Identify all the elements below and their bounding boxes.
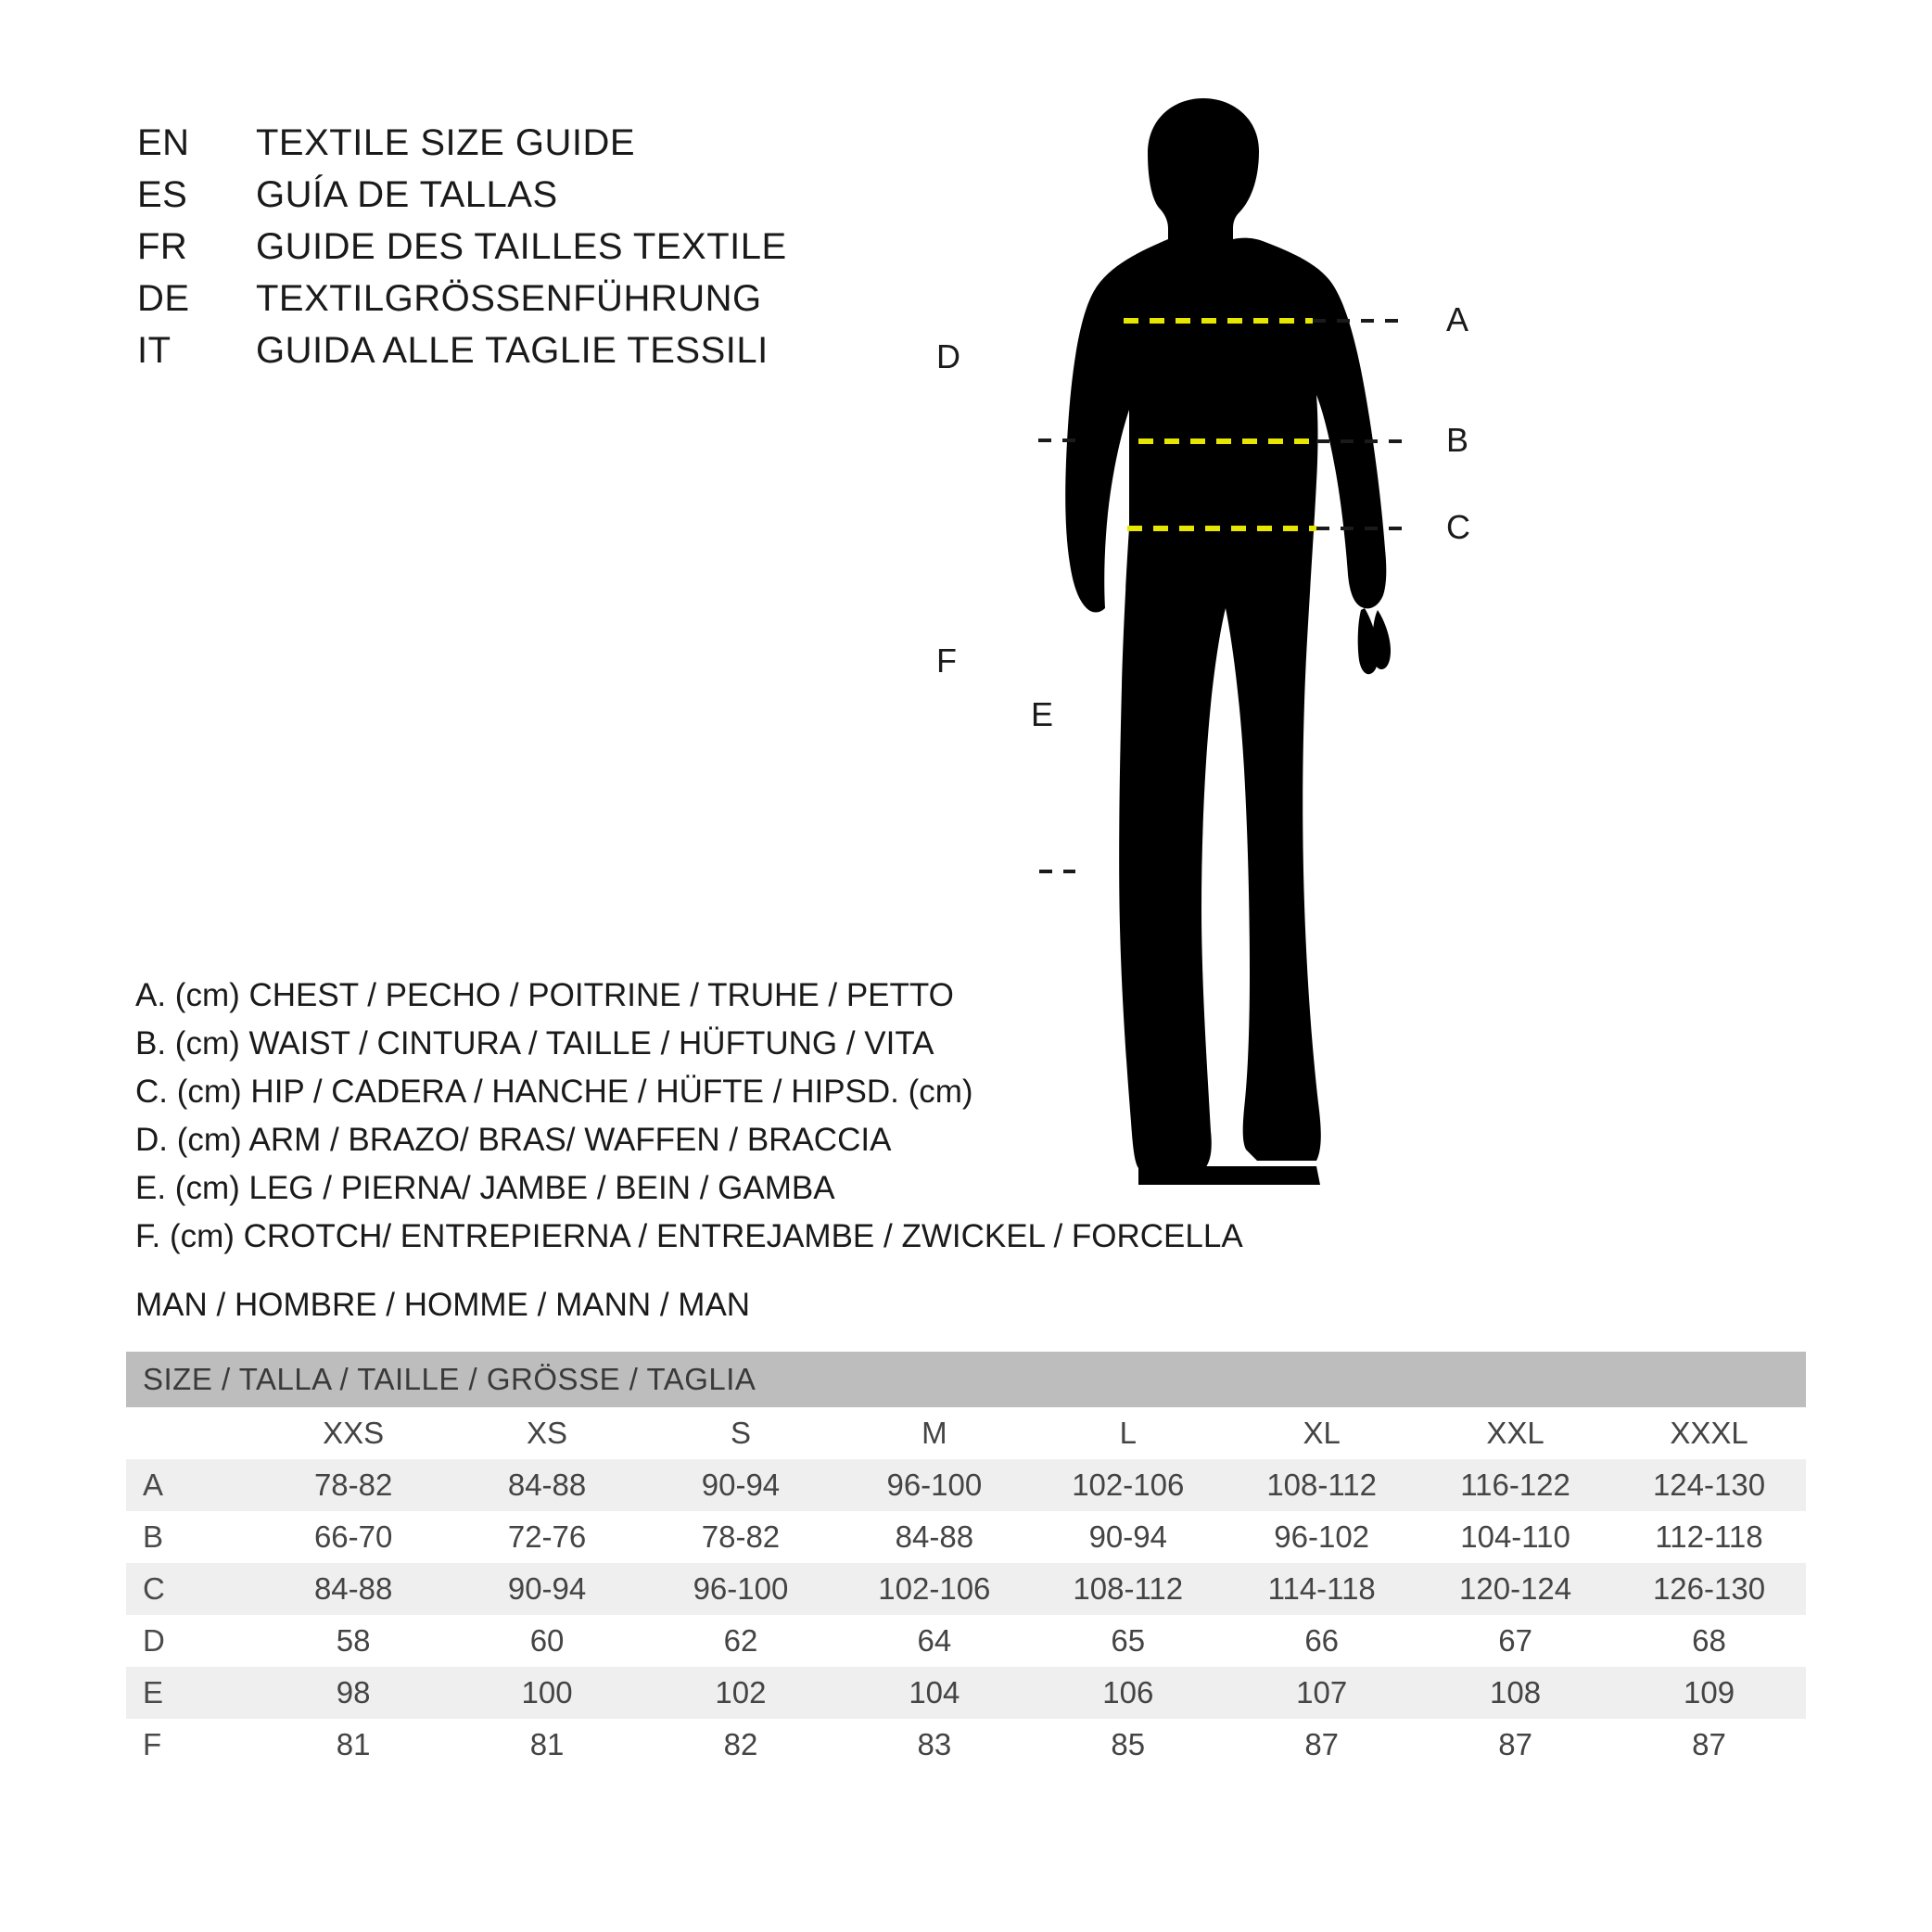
title-lang-it: IT bbox=[137, 330, 172, 371]
legend-item-a: A. (cm) CHEST / PECHO / POITRINE / TRUHE / PETTO bbox=[135, 977, 954, 1013]
cell-e-xxs: 98 bbox=[257, 1667, 451, 1719]
cell-a-l: 102-106 bbox=[1031, 1459, 1225, 1511]
title-text-it: GUIDA ALLE TAGLIE TESSILI bbox=[256, 330, 769, 371]
cell-c-s: 96-100 bbox=[644, 1563, 838, 1615]
dim-label-e: E bbox=[1031, 695, 1054, 733]
size-table bbox=[126, 1352, 1806, 1771]
title-text-fr: GUIDE DES TAILLES TEXTILE bbox=[256, 226, 787, 267]
cell-b-xxxl: 112-118 bbox=[1612, 1511, 1806, 1563]
cell-f-xxs: 81 bbox=[257, 1719, 451, 1771]
title-lang-en: EN bbox=[137, 122, 190, 163]
cell-a-xxs: 78-82 bbox=[257, 1459, 451, 1511]
cell-a-xxl: 116-122 bbox=[1418, 1459, 1612, 1511]
dim-label-a: A bbox=[1446, 300, 1469, 338]
cell-d-s: 62 bbox=[644, 1615, 838, 1667]
cell-f-m: 83 bbox=[837, 1719, 1031, 1771]
table-row bbox=[126, 1563, 1806, 1615]
row-label-c: C bbox=[126, 1563, 257, 1615]
legend-item-f: F. (cm) CROTCH/ ENTREPIERNA / ENTREJAMBE / ZWICKEL / FORCELLA bbox=[135, 1218, 1243, 1254]
title-row bbox=[137, 330, 972, 382]
col-header-xxs: XXS bbox=[323, 1416, 385, 1450]
cell-a-xs: 84-88 bbox=[451, 1459, 644, 1511]
cell-b-xxl: 104-110 bbox=[1418, 1511, 1612, 1563]
cell-e-xxxl: 109 bbox=[1612, 1667, 1806, 1719]
cell-d-l: 65 bbox=[1031, 1615, 1225, 1667]
title-row bbox=[137, 278, 972, 330]
legend-item-b: B. (cm) WAIST / CINTURA / TAILLE / HÜFTUNG / VITA bbox=[135, 1025, 934, 1061]
cell-d-xxs: 58 bbox=[257, 1615, 451, 1667]
title-lang-fr: FR bbox=[137, 226, 188, 267]
cell-b-xs: 72-76 bbox=[451, 1511, 644, 1563]
cell-c-xxs: 84-88 bbox=[257, 1563, 451, 1615]
col-header-xxxl: XXXL bbox=[1670, 1416, 1748, 1450]
title-lang-de: DE bbox=[137, 278, 190, 319]
dim-label-d: D bbox=[936, 337, 960, 375]
legend-item-e: E. (cm) LEG / PIERNA/ JAMBE / BEIN / GAMBA bbox=[135, 1170, 835, 1206]
table-band-header bbox=[126, 1352, 1806, 1407]
row-label-b: B bbox=[126, 1511, 257, 1563]
title-text-de: TEXTILGRÖSSENFÜHRUNG bbox=[256, 278, 762, 319]
cell-c-xl: 114-118 bbox=[1225, 1563, 1418, 1615]
cell-f-xxl: 87 bbox=[1418, 1719, 1612, 1771]
cell-f-xl: 87 bbox=[1225, 1719, 1418, 1771]
cell-d-xxl: 67 bbox=[1418, 1615, 1612, 1667]
title-text-es: GUÍA DE TALLAS bbox=[256, 174, 558, 215]
col-header-l: L bbox=[1119, 1416, 1137, 1450]
cell-a-xxxl: 124-130 bbox=[1612, 1459, 1806, 1511]
cell-e-xs: 100 bbox=[451, 1667, 644, 1719]
col-header-xs: XS bbox=[527, 1416, 568, 1450]
row-label-a: A bbox=[126, 1459, 257, 1511]
cell-f-l: 85 bbox=[1031, 1719, 1225, 1771]
title-row bbox=[137, 226, 972, 278]
col-header-s: S bbox=[730, 1416, 751, 1450]
row-label-f: F bbox=[126, 1719, 257, 1771]
gender-label: MAN / HOMBRE / HOMME / MANN / MAN bbox=[135, 1287, 751, 1323]
col-header-xxl: XXL bbox=[1486, 1416, 1544, 1450]
man-silhouette-icon bbox=[1065, 98, 1391, 1185]
cell-a-s: 90-94 bbox=[644, 1459, 838, 1511]
title-row bbox=[137, 122, 972, 174]
legend-item-d: D. (cm) ARM / BRAZO/ BRAS/ WAFFEN / BRACCIA bbox=[135, 1122, 892, 1158]
cell-e-xxl: 108 bbox=[1418, 1667, 1612, 1719]
cell-c-m: 102-106 bbox=[837, 1563, 1031, 1615]
cell-d-xl: 66 bbox=[1225, 1615, 1418, 1667]
row-label-d: D bbox=[126, 1615, 257, 1667]
table-row bbox=[126, 1667, 1806, 1719]
cell-f-xs: 81 bbox=[451, 1719, 644, 1771]
cell-e-l: 106 bbox=[1031, 1667, 1225, 1719]
title-lang-es: ES bbox=[137, 174, 188, 215]
measurement-figure bbox=[936, 93, 1854, 1252]
cell-b-l: 90-94 bbox=[1031, 1511, 1225, 1563]
cell-b-s: 78-82 bbox=[644, 1511, 838, 1563]
cell-b-m: 84-88 bbox=[837, 1511, 1031, 1563]
table-row bbox=[126, 1719, 1806, 1771]
cell-d-xs: 60 bbox=[451, 1615, 644, 1667]
corner-cell bbox=[126, 1407, 257, 1459]
table-row bbox=[126, 1459, 1806, 1511]
title-block bbox=[137, 122, 972, 382]
cell-a-xl: 108-112 bbox=[1225, 1459, 1418, 1511]
table-row bbox=[126, 1615, 1806, 1667]
dim-label-c: C bbox=[1446, 508, 1470, 546]
table-row bbox=[126, 1511, 1806, 1563]
cell-e-xl: 107 bbox=[1225, 1667, 1418, 1719]
cell-c-l: 108-112 bbox=[1031, 1563, 1225, 1615]
cell-d-xxxl: 68 bbox=[1612, 1615, 1806, 1667]
title-text-en: TEXTILE SIZE GUIDE bbox=[256, 122, 636, 163]
cell-d-m: 64 bbox=[837, 1615, 1031, 1667]
cell-e-s: 102 bbox=[644, 1667, 838, 1719]
dim-label-b: B bbox=[1446, 421, 1469, 459]
cell-c-xs: 90-94 bbox=[451, 1563, 644, 1615]
title-row bbox=[137, 174, 972, 226]
cell-e-m: 104 bbox=[837, 1667, 1031, 1719]
legend-item-c: C. (cm) HIP / CADERA / HANCHE / HÜFTE / HIPSD. (cm) bbox=[135, 1074, 973, 1110]
cell-c-xxxl: 126-130 bbox=[1612, 1563, 1806, 1615]
col-header-m: M bbox=[922, 1416, 947, 1450]
table-band-label: SIZE / TALLA / TAILLE / GRÖSSE / TAGLIA bbox=[126, 1352, 1806, 1407]
cell-a-m: 96-100 bbox=[837, 1459, 1031, 1511]
cell-c-xxl: 120-124 bbox=[1418, 1563, 1612, 1615]
body-silhouette-diagram bbox=[1038, 93, 1854, 1252]
cell-f-s: 82 bbox=[644, 1719, 838, 1771]
table-column-headers bbox=[126, 1407, 1806, 1459]
col-header-xl: XL bbox=[1303, 1416, 1341, 1450]
cell-b-xxs: 66-70 bbox=[257, 1511, 451, 1563]
row-label-e: E bbox=[126, 1667, 257, 1719]
cell-b-xl: 96-102 bbox=[1225, 1511, 1418, 1563]
dim-label-f: F bbox=[936, 642, 957, 680]
cell-f-xxxl: 87 bbox=[1612, 1719, 1806, 1771]
